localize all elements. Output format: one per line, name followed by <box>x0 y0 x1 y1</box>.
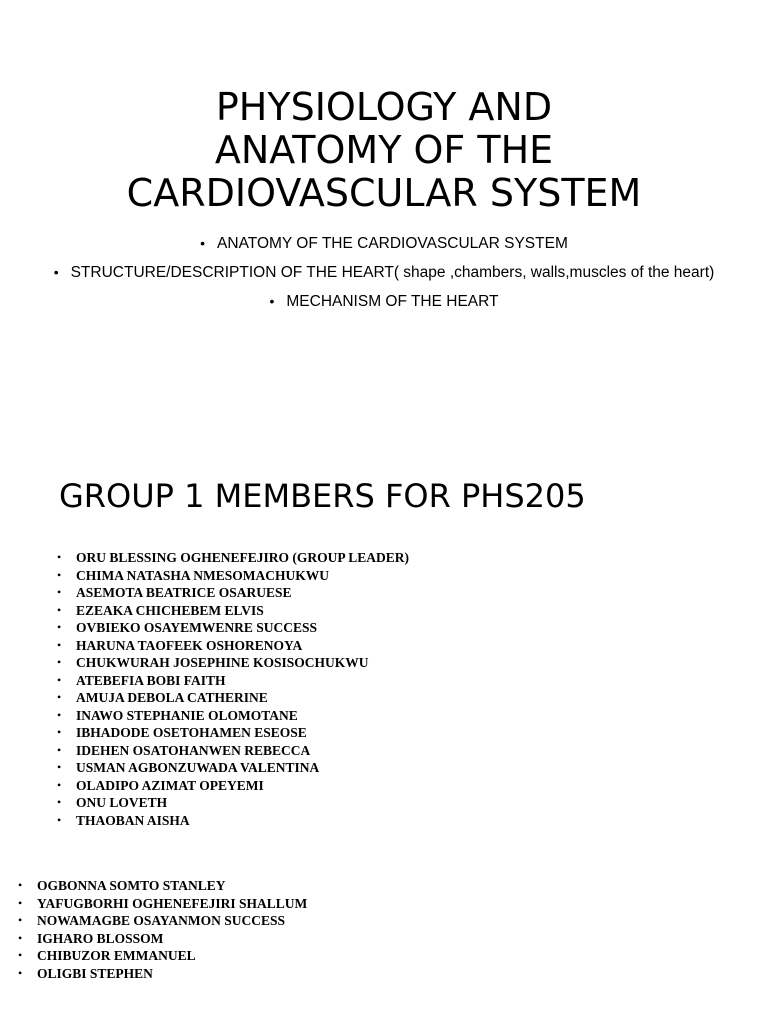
member-name: IGHARO BLOSSOM <box>37 930 164 946</box>
bullet-icon: • <box>57 812 62 827</box>
member-item <box>57 567 409 585</box>
member-name: OLIGBI STEPHEN <box>37 965 153 981</box>
bullet-icon: • <box>57 585 62 599</box>
member-item <box>18 895 308 913</box>
member-item <box>18 877 307 895</box>
member-name: AMUJA DEBOLA CATHERINE <box>76 690 268 705</box>
bullet-icon: • <box>57 550 62 564</box>
member-name: OGBONNA SOMTO STANLEY <box>37 878 226 893</box>
member-item <box>57 584 409 602</box>
bullet-icon: • <box>57 602 62 617</box>
topic-text: STRUCTURE/DESCRIPTION OF THE HEART( shape ,chambers, walls,muscles of the heart) <box>70 264 715 281</box>
member-name: CHIBUZOR EMMANUEL <box>37 948 196 963</box>
member-name: IBHADODE OSETOHAMEN ESEOSE <box>76 725 307 740</box>
member-name: USMAN AGBONZUWADA VALENTINA <box>76 760 320 775</box>
topic-item <box>0 258 768 287</box>
topic-text: ANATOMY OF THE CARDIOVASCULAR SYSTEM <box>217 235 568 252</box>
member-item <box>57 689 409 707</box>
bullet-icon: • <box>200 235 206 251</box>
bullet-icon: • <box>57 637 62 652</box>
bullet-icon: • <box>57 672 62 687</box>
member-item <box>57 724 409 742</box>
title-line: ANATOMY OF THE <box>214 128 554 172</box>
bullet-icon: • <box>18 930 23 945</box>
member-item <box>57 602 409 620</box>
member-name: CHUKWURAH JOSEPHINE KOSISOCHUKWU <box>76 655 369 670</box>
member-item <box>57 812 409 830</box>
member-name: EZEAKA CHICHEBEM ELVIS <box>76 602 264 618</box>
member-name: ONU LOVETH <box>76 795 168 810</box>
bullet-icon: • <box>57 777 62 792</box>
bullet-icon: • <box>57 567 62 582</box>
member-name: NOWAMAGBE OSAYANMON SUCCESS <box>37 913 286 928</box>
member-item <box>57 672 409 690</box>
topic-list <box>0 229 768 316</box>
bullet-icon: • <box>18 895 23 910</box>
member-item <box>57 707 409 725</box>
member-item <box>57 759 409 777</box>
member-list-secondary <box>18 877 308 982</box>
page-title <box>0 86 768 215</box>
member-item <box>57 777 409 795</box>
member-name: ORU BLESSING OGHENEFEJIRO (GROUP LEADER) <box>76 550 410 565</box>
group-heading: GROUP 1 MEMBERS FOR PHS205 <box>59 477 586 515</box>
member-name: IDEHEN OSATOHANWEN REBECCA <box>76 742 311 758</box>
bullet-icon: • <box>57 655 62 669</box>
bullet-icon: • <box>57 690 62 704</box>
member-name: OLADIPO AZIMAT OPEYEMI <box>76 777 264 793</box>
bullet-icon: • <box>18 948 23 962</box>
bullet-icon: • <box>53 264 59 280</box>
bullet-icon: • <box>57 725 62 739</box>
topic-text: MECHANISM OF THE HEART <box>286 293 499 310</box>
member-name: INAWO STEPHANIE OLOMOTANE <box>76 707 298 723</box>
bullet-icon: • <box>57 620 62 634</box>
member-name: OVBIEKO OSAYEMWENRE SUCCESS <box>76 620 318 635</box>
member-name: CHIMA NATASHA NMESOMACHUKWU <box>76 567 330 583</box>
member-list-primary <box>57 549 410 829</box>
member-name: ATEBEFIA BOBI FAITH <box>76 672 226 688</box>
member-item <box>57 619 409 637</box>
bullet-icon: • <box>18 878 23 892</box>
member-name: HARUNA TAOFEEK OSHORENOYA <box>76 637 303 653</box>
bullet-icon: • <box>57 795 62 809</box>
member-item <box>57 794 409 812</box>
member-item <box>18 912 307 930</box>
bullet-icon: • <box>18 965 23 980</box>
member-item <box>57 549 410 567</box>
member-item <box>57 654 409 672</box>
member-name: YAFUGBORHI OGHENEFEJIRI SHALLUM <box>37 895 308 911</box>
member-item <box>57 742 409 760</box>
title-line: PHYSIOLOGY AND <box>215 85 553 129</box>
title-line: CARDIOVASCULAR SYSTEM <box>126 171 642 215</box>
bullet-icon: • <box>57 742 62 757</box>
bullet-icon: • <box>18 913 23 927</box>
bullet-icon: • <box>57 707 62 722</box>
member-item <box>18 965 307 983</box>
member-item <box>18 930 307 948</box>
member-item <box>18 947 307 965</box>
topic-item <box>0 287 768 316</box>
member-name: THAOBAN AISHA <box>76 812 190 828</box>
bullet-icon: • <box>269 293 275 309</box>
bullet-icon: • <box>57 760 62 774</box>
member-name: ASEMOTA BEATRICE OSARUESE <box>76 585 292 600</box>
member-item <box>57 637 409 655</box>
topic-item <box>0 229 768 258</box>
